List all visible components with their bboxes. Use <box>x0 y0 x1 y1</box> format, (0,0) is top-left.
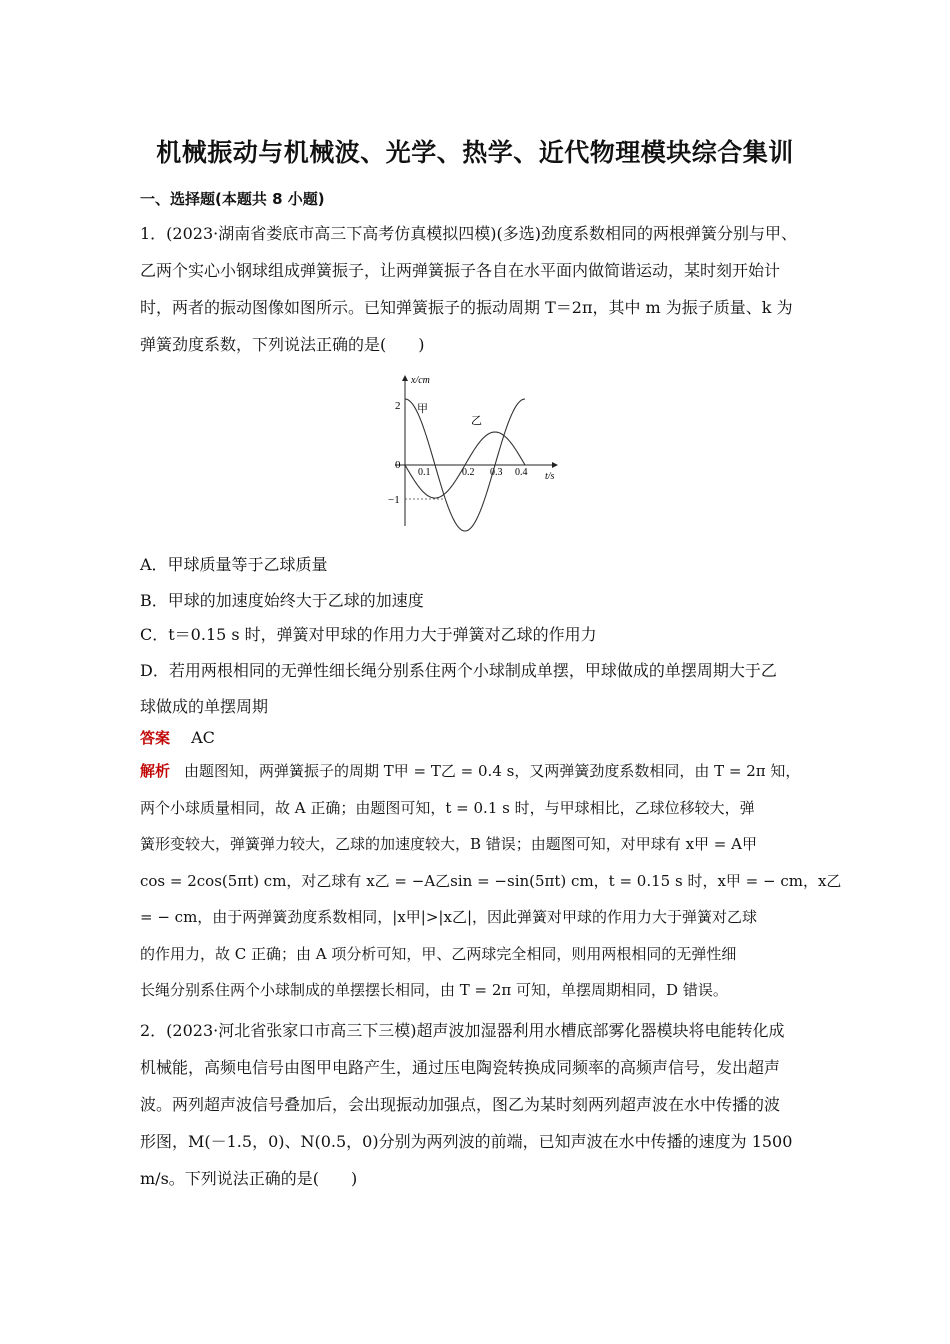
explanation-line: 的作用力，故 C 正确；由 A 项分析可知，甲、乙两球完全相同，则用两根相同的无弹性细 <box>140 944 737 963</box>
q1-line: 时，两者的振动图像如图所示。已知弹簧振子的振动周期 T＝2π，其中 m 为振子质量、k 为 <box>140 298 793 317</box>
answer-value: AC <box>191 728 215 747</box>
q1-line: 乙两个实心小钢球组成弹簧振子，让两弹簧振子各自在水平面内做简谐运动，某时刻开始计 <box>140 261 781 280</box>
y-tick-label: 0 <box>395 459 401 471</box>
series-label-yi: 乙 <box>471 415 482 427</box>
explanation-line: 两个小球质量相同，故 A 正确；由题图可知，t = 0.1 s 时，与甲球相比，乙球位移较大，弹 <box>140 798 755 817</box>
explanation-label: 解析 <box>140 762 171 780</box>
q2-line: 机械能，高频电信号由图甲电路产生，通过压电陶瓷转换成同频率的高频声信号，发出超声 <box>140 1058 781 1077</box>
q2-line: m/s。下列说法正确的是( ) <box>140 1169 358 1188</box>
option-b: B．甲球的加速度始终大于乙球的加速度 <box>140 591 424 610</box>
y-axis-label: x/cm <box>411 375 430 386</box>
q1-line: 1．(2023·湖南省娄底市高三下高考仿真模拟四模)(多选)劲度系数相同的两根弹簧分别与甲、 <box>140 224 797 243</box>
x-tick-label: 0.4 <box>515 467 528 478</box>
x-tick-label: 0.2 <box>462 467 475 478</box>
x-tick-label: 0.3 <box>490 467 503 478</box>
answer-label: 答案 <box>140 729 171 747</box>
answer-row <box>140 727 215 748</box>
explanation <box>140 753 842 1009</box>
option-d-continued: 球做成的单摆周期 <box>140 697 269 716</box>
option-d: D．若用两根相同的无弹性细长绳分别系住两个小球制成单摆，甲球做成的单摆周期大于乙 <box>140 661 777 680</box>
q2-line: 形图，M(－1.5，0)、N(0.5，0)分别为两列波的前端，已知声波在水中传播的速度为 1500 <box>140 1132 793 1151</box>
y-tick-label: 2 <box>395 400 401 412</box>
explanation-line: 簧形变较大，弹簧弹力较大，乙球的加速度较大，B 错误；由题图可知，对甲球有 x甲 = A甲 <box>140 835 757 853</box>
explanation-line: 长绳分别系住两个小球制成的单摆摆长相同，由 T = 2π 可知，单摆周期相同，D 错误。 <box>140 981 728 999</box>
explanation-line: cos = 2cos(5πt) cm，对乙球有 x乙 = −A乙sin = −sin(5πt) cm，t = 0.15 s 时，x甲 = − cm，x乙 <box>140 871 842 890</box>
explanation-line: = − cm，由于两弹簧劲度系数相同，|x甲|>|x乙|，因此弹簧对甲球的作用力大于弹簧对乙球 <box>140 908 758 926</box>
y-tick-label: −1 <box>388 494 400 506</box>
option-c: C．t＝0.15 s 时，弹簧对甲球的作用力大于弹簧对乙球的作用力 <box>140 625 597 644</box>
question-2-stem <box>140 1012 812 1197</box>
series-label-jia: 甲 <box>417 403 428 415</box>
option-a: A．甲球质量等于乙球质量 <box>140 555 328 574</box>
question-1-stem <box>140 215 812 363</box>
page-title: 机械振动与机械波、光学、热学、近代物理模块综合集训 <box>156 138 794 167</box>
q2-line: 2．(2023·河北省张家口市高三下三模)超声波加湿器利用水槽底部雾化器模块将电能转化成 <box>140 1021 785 1040</box>
section-heading: 一、选择题(本题共 8 小题) <box>140 190 325 208</box>
q2-line: 波。两列超声波信号叠加后，会出现振动加强点，图乙为某时刻两列超声波在水中传播的波 <box>140 1095 781 1114</box>
explanation-line: 由题图知，两弹簧振子的周期 T甲 = T乙 = 0.4 s，又两弹簧劲度系数相同，由 T = 2π 知， <box>184 762 801 780</box>
x-axis-label: t/s <box>545 471 555 482</box>
vibration-graph <box>385 368 565 533</box>
q1-line: 弹簧劲度系数，下列说法正确的是( ) <box>140 335 425 354</box>
x-tick-label: 0.1 <box>418 467 431 478</box>
